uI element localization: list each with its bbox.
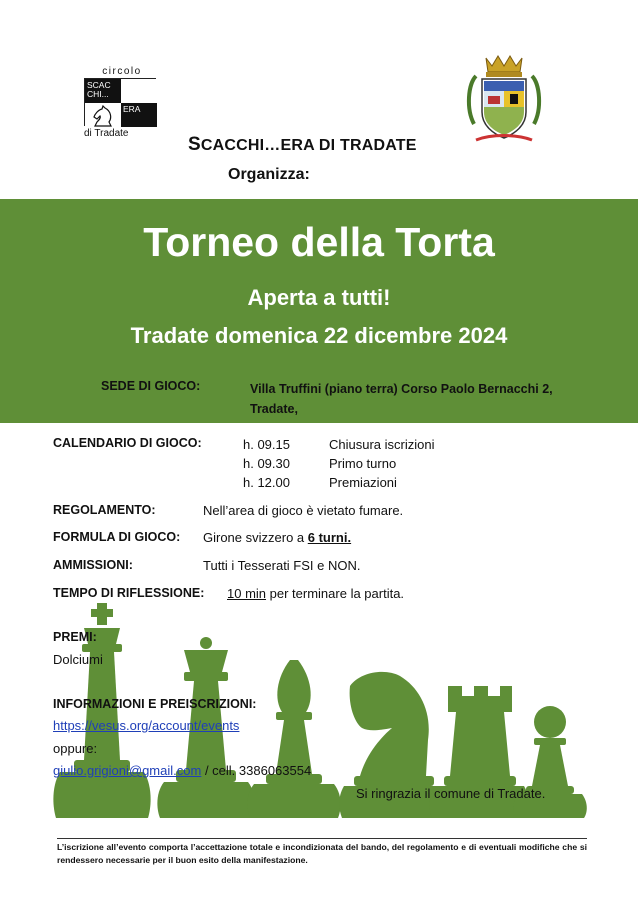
logo-cell-era: ERA (121, 103, 157, 127)
thanks-text: Si ringrazia il comune di Tradate. (356, 786, 546, 801)
or-text: oppure: (53, 741, 98, 756)
logo-grid (84, 78, 156, 126)
logo-cell-scacchi: SCAC CHI... (85, 79, 121, 103)
venue-value: Villa Truffini (piano terra) Corso Paolo Bernacchi 2, Tradate, (250, 382, 553, 416)
logo-bottom-text: di Tradate (84, 128, 129, 139)
event-date: Tradate domenica 22 dicembre 2024 (130, 323, 508, 348)
admissions-value: Tutti i Tesserati FSI e NON. (203, 558, 361, 573)
time-control-label: TEMPO DI RIFLESSIONE: (53, 586, 205, 600)
venue-label: SEDE DI GIOCO: (101, 379, 201, 393)
organizes-label: Organizza: (228, 166, 310, 183)
registration-link[interactable]: https://vesus.org/account/events (53, 718, 240, 733)
rules-label: REGOLAMENTO: (53, 503, 156, 517)
phone-text: / cell. 3386063554 (201, 763, 312, 778)
info-label: INFORMAZIONI E PREISCRIZIONI: (53, 697, 257, 711)
email-link[interactable]: giulio.grigioni@gmail.com (53, 763, 202, 778)
club-logo (76, 66, 168, 140)
time-control-value: 10 min per terminare la partita. (227, 586, 405, 601)
event-subtitle: Aperta a tutti! (247, 285, 391, 310)
schedule-row: h. 09.15 Chiusura iscrizioni (243, 437, 435, 452)
contact-line (53, 763, 311, 778)
bishop-piece-icon (247, 660, 340, 818)
calendar-label: CALENDARIO DI GIOCO: (53, 436, 202, 450)
title-banner (0, 199, 638, 423)
admissions-label: AMMISSIONI: (53, 558, 133, 572)
pawn-piece-icon (513, 706, 587, 818)
prizes-value: Dolciumi (53, 652, 103, 667)
rules-value: Nell’area di gioco è vietato fumare. (203, 503, 404, 518)
schedule-row: h. 12.00 Premiazioni (243, 475, 397, 490)
formula-label: FORMULA DI GIOCO: (53, 530, 181, 544)
footer-disclaimer: L’iscrizione all’evento comporta l’accettazione totale e incondizionata del bando, del regolamento e di eventuali modifiche che si rendessero necessarie per il buon esito della manifestazione. (57, 838, 587, 867)
organizer-name: SCACCHI…ERA DI TRADATE (188, 134, 417, 155)
event-title: Torneo della Torta (143, 219, 495, 265)
coat-of-arms-icon (466, 54, 542, 150)
logo-top-text: circolo (102, 66, 142, 77)
formula-value: Girone svizzero a 6 turni. (203, 530, 352, 545)
prizes-label: PREMI: (53, 630, 97, 644)
knight-icon (91, 105, 115, 127)
schedule-row: h. 09.30 Primo turno (243, 456, 397, 471)
calendar-schedule (243, 435, 434, 492)
